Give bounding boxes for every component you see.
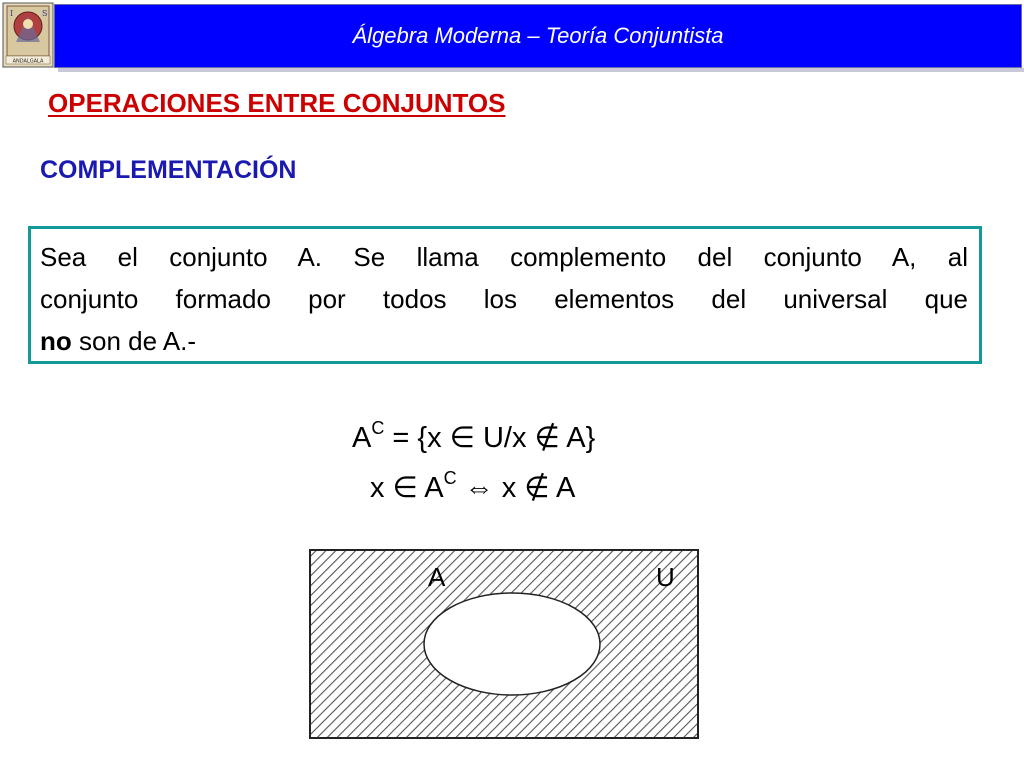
venn-diagram (308, 548, 700, 740)
section-title: OPERACIONES ENTRE CONJUNTOS (48, 88, 506, 118)
definition-emphasis: no (40, 326, 72, 356)
subtitle: COMPLEMENTACIÓN (40, 156, 297, 184)
set-a-label: A (428, 562, 446, 592)
svg-text:S: S (42, 9, 48, 18)
definition-line-3-rest: son de A.- (71, 326, 197, 356)
svg-text:ANDALGALA: ANDALGALA (12, 58, 44, 65)
definition-line-2: conjunto formado por todos los elementos del universal que (40, 284, 968, 314)
membership-equivalence-formula (370, 470, 575, 505)
header-title: Álgebra Moderna – Teoría Conjuntista (352, 23, 724, 48)
set-a-ellipse (424, 593, 600, 695)
svg-text:I: I (10, 9, 14, 18)
definition-line-3 (40, 320, 968, 362)
f2-start: x ∈ A (370, 472, 444, 504)
complement-definition-formula (352, 420, 595, 455)
universe-label: U (656, 562, 675, 592)
f1-rest: = {x ∈ U/x ∉ A} (384, 422, 596, 454)
header-shadow (58, 68, 1024, 72)
definition-line-1: Sea el conjunto A. Se llama complemento del conjunto A, al (40, 242, 968, 272)
header (0, 0, 1024, 72)
f2-rest: ⇔ x ∉ A (456, 472, 576, 504)
f1-superscript: C (371, 418, 385, 438)
f1-base: A (352, 422, 372, 454)
f2-superscript: C (443, 468, 457, 488)
definition-text (40, 236, 968, 362)
institution-logo-icon (2, 2, 54, 68)
